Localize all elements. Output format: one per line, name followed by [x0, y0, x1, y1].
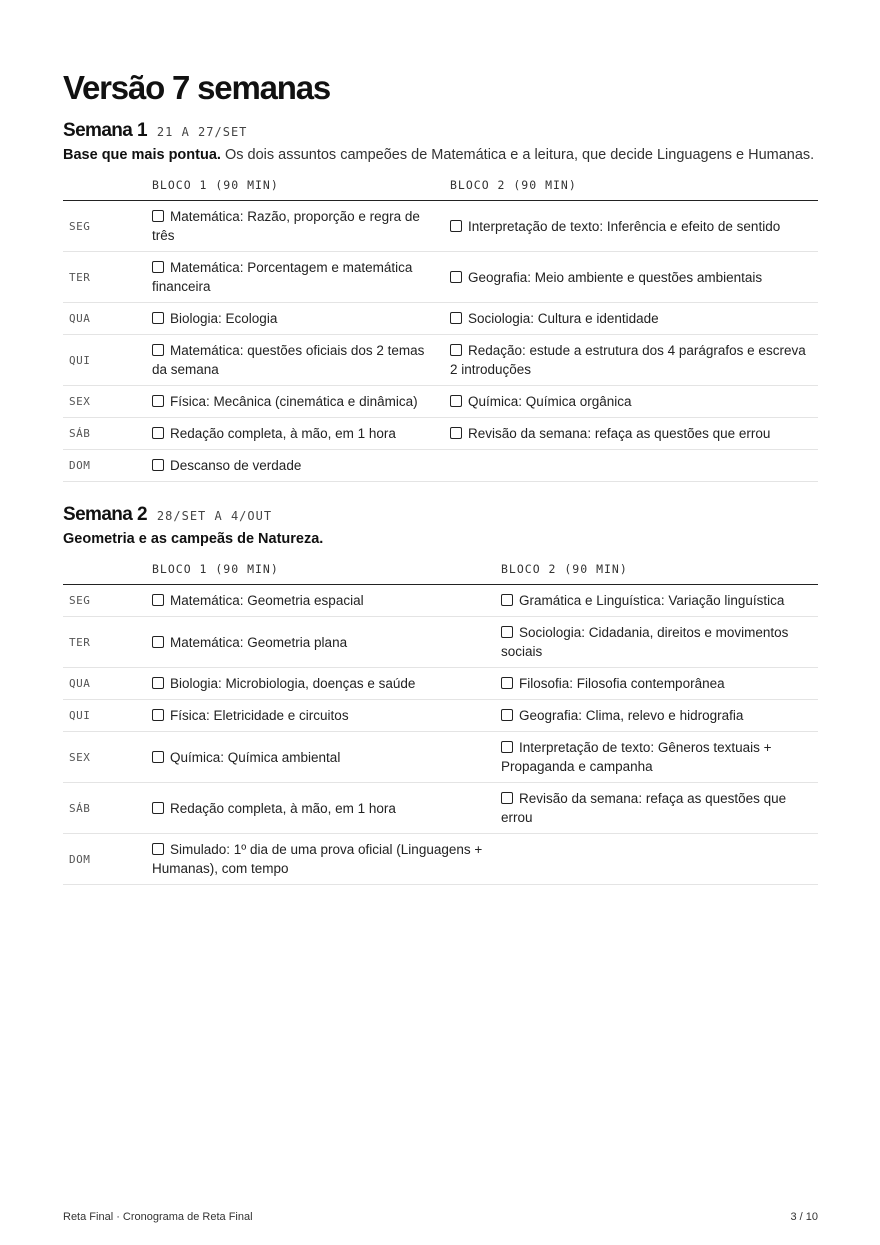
checkbox[interactable] [152, 459, 164, 471]
task-label: Sociologia: Cultura e identidade [468, 311, 659, 326]
task-label: Geografia: Meio ambiente e questões ambientais [468, 269, 763, 285]
table-header-row [63, 170, 818, 201]
block1-cell [152, 201, 450, 252]
task-label: Matemática: questões oficiais dos 2 temas da semana [152, 343, 425, 377]
checkbox[interactable] [450, 271, 462, 283]
task-label: Física: Eletricidade e circuitos [170, 708, 349, 723]
task-label: Interpretação de texto: Inferência e efeito de sentido [468, 218, 781, 234]
week-title: Semana 2 [63, 504, 147, 525]
block2-cell-empty [501, 834, 818, 885]
table-row [63, 201, 818, 252]
checkbox[interactable] [152, 594, 164, 606]
day-label: DOM [63, 450, 152, 482]
task-label: Física: Mecânica (cinemática e dinâmica) [170, 394, 418, 409]
table-row [63, 668, 818, 700]
week-description [63, 146, 818, 164]
checkbox[interactable] [152, 427, 164, 439]
checkbox[interactable] [152, 636, 164, 648]
week-section [63, 504, 818, 885]
task-label: Matemática: Razão, proporção e regra de três [152, 209, 420, 243]
table-row [63, 617, 818, 668]
task-label: Geografia: Clima, relevo e hidrografia [519, 708, 744, 723]
checkbox[interactable] [450, 344, 462, 356]
week-description-bold: Geometria e as campeãs de Natureza. [63, 531, 324, 547]
day-column-header [63, 170, 152, 201]
table-row [63, 303, 818, 335]
task-label: Matemática: Porcentagem e matemática financeira [152, 260, 413, 294]
schedule-table [63, 170, 818, 482]
block1-column-header: BLOCO 1 (90 MIN) [152, 170, 450, 201]
table-header-row [63, 554, 818, 585]
task-label: Sociologia: Cidadania, direitos e movimentos sociais [501, 625, 789, 659]
checkbox[interactable] [501, 741, 513, 753]
day-label: TER [63, 617, 152, 668]
week-header [63, 120, 818, 144]
block2-cell [501, 617, 818, 668]
task-label: Biologia: Ecologia [170, 311, 278, 326]
block2-cell [501, 732, 818, 783]
block2-cell [450, 335, 818, 386]
checkbox[interactable] [152, 751, 164, 763]
day-label: DOM [63, 834, 152, 885]
block2-cell [501, 783, 818, 834]
checkbox[interactable] [501, 594, 513, 606]
day-label: QUA [63, 668, 152, 700]
block2-cell [450, 386, 818, 418]
task-label: Química: Química orgânica [468, 394, 632, 409]
block1-cell [152, 303, 450, 335]
checkbox[interactable] [152, 802, 164, 814]
block2-cell [501, 585, 818, 617]
checkbox[interactable] [450, 220, 462, 232]
week-description-text: Os dois assuntos campeões de Matemática e a leitura, que decide Linguagens e Humanas. [220, 147, 815, 163]
day-label: SEX [63, 386, 152, 418]
block2-cell [450, 418, 818, 450]
week-date: 21 A 27/SET [156, 125, 248, 139]
checkbox[interactable] [501, 677, 513, 689]
task-label: Revisão da semana: refaça as questões que errou [501, 791, 787, 825]
page-footer [63, 1211, 818, 1223]
task-label: Simulado: 1º dia de uma prova oficial (Linguagens + Humanas), com tempo [152, 842, 483, 876]
block1-cell [152, 418, 450, 450]
task-label: Redação completa, à mão, em 1 hora [170, 800, 396, 816]
table-row [63, 335, 818, 386]
task-label: Gramática e Linguística: Variação linguística [519, 593, 785, 608]
block1-column-header: BLOCO 1 (90 MIN) [152, 554, 501, 585]
day-label: QUI [63, 335, 152, 386]
checkbox[interactable] [152, 843, 164, 855]
block1-cell [152, 386, 450, 418]
week-description-bold: Base que mais pontua. [63, 147, 221, 163]
block2-cell [501, 700, 818, 732]
week-title: Semana 1 [63, 120, 147, 141]
checkbox[interactable] [152, 210, 164, 222]
checkbox[interactable] [152, 395, 164, 407]
day-label: SEG [63, 201, 152, 252]
block1-cell [152, 668, 501, 700]
schedule-table [63, 554, 818, 885]
task-label: Matemática: Geometria espacial [170, 593, 364, 608]
day-label: SEX [63, 732, 152, 783]
task-label: Química: Química ambiental [170, 749, 341, 765]
block2-cell [501, 668, 818, 700]
block2-column-header: BLOCO 2 (90 MIN) [450, 170, 818, 201]
task-label: Biologia: Microbiologia, doenças e saúde [170, 676, 416, 691]
task-label: Descanso de verdade [170, 458, 302, 473]
block1-cell [152, 700, 501, 732]
week-date: 28/SET A 4/OUT [156, 509, 273, 523]
block2-cell [450, 201, 818, 252]
table-row [63, 732, 818, 783]
day-label: SEG [63, 585, 152, 617]
block1-cell [152, 335, 450, 386]
task-label: Redação: estude a estrutura dos 4 parágrafos e escreva 2 introduções [450, 343, 806, 377]
table-row [63, 252, 818, 303]
block1-cell [152, 732, 501, 783]
day-label: SÁB [63, 418, 152, 450]
day-label: QUI [63, 700, 152, 732]
checkbox[interactable] [501, 792, 513, 804]
week-header [63, 504, 818, 528]
checkbox[interactable] [152, 677, 164, 689]
block2-cell-empty [450, 450, 818, 482]
table-row [63, 386, 818, 418]
table-row [63, 783, 818, 834]
task-label: Filosofia: Filosofia contemporânea [519, 676, 725, 691]
week-description [63, 530, 818, 548]
day-label: QUA [63, 303, 152, 335]
task-label: Revisão da semana: refaça as questões que errou [468, 426, 771, 441]
checkbox[interactable] [450, 395, 462, 407]
day-column-header [63, 554, 152, 585]
checkbox[interactable] [450, 427, 462, 439]
week-section [63, 120, 818, 482]
block1-cell [152, 450, 450, 482]
table-row [63, 700, 818, 732]
day-label: SÁB [63, 783, 152, 834]
block1-cell [152, 585, 501, 617]
footer-document-title: Reta Final · Cronograma de Reta Final [63, 1211, 253, 1223]
page [63, 66, 818, 885]
checkbox[interactable] [501, 626, 513, 638]
task-label: Redação completa, à mão, em 1 hora [170, 426, 396, 441]
table-row [63, 585, 818, 617]
day-label: TER [63, 252, 152, 303]
page-title: Versão 7 semanas [63, 69, 331, 106]
block1-cell [152, 834, 501, 885]
block1-cell [152, 252, 450, 303]
table-row [63, 450, 818, 482]
checkbox[interactable] [450, 312, 462, 324]
checkbox[interactable] [152, 261, 164, 273]
task-label: Interpretação de texto: Gêneros textuais + Propaganda e campanha [501, 740, 772, 774]
checkbox[interactable] [501, 709, 513, 721]
block1-cell [152, 783, 501, 834]
checkbox[interactable] [152, 312, 164, 324]
block2-column-header: BLOCO 2 (90 MIN) [501, 554, 818, 585]
task-label: Matemática: Geometria plana [170, 634, 348, 650]
block1-cell [152, 617, 501, 668]
block2-cell [450, 252, 818, 303]
footer-page-number: 3 / 10 [790, 1211, 818, 1223]
checkbox[interactable] [152, 709, 164, 721]
table-row [63, 834, 818, 885]
table-row [63, 418, 818, 450]
checkbox[interactable] [152, 344, 164, 356]
block2-cell [450, 303, 818, 335]
